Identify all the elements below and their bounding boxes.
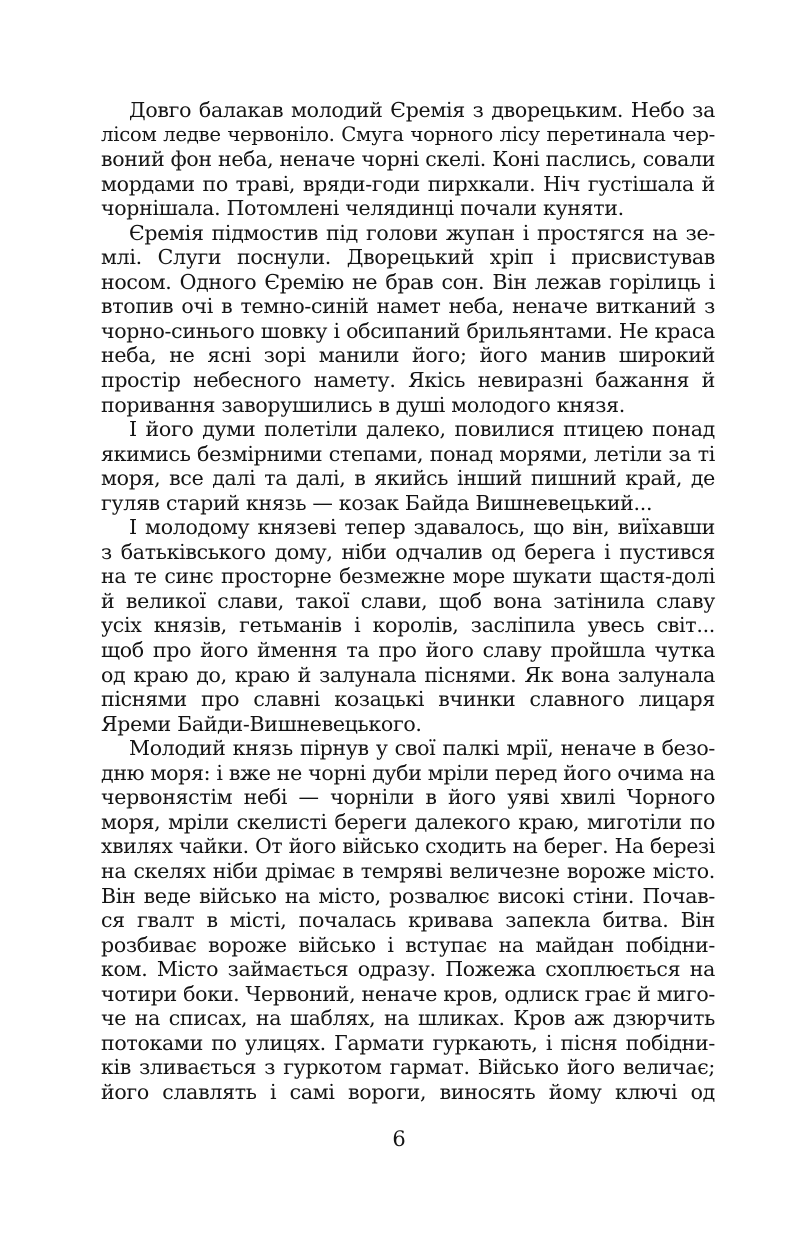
page-number: 6 bbox=[392, 1127, 406, 1151]
text-line: І молодому князеві тепер здавалось, що він, виїхавши bbox=[129, 515, 715, 540]
paragraph-5 bbox=[101, 736, 715, 1104]
text-line: од краю до, краю й залунала піснями. Як вона залунала bbox=[101, 662, 715, 687]
text-line: щоб про його ймення та про його славу пройшла чутка bbox=[101, 638, 715, 663]
text-line: моря, все далі та далі, в якийсь інший пишний край, де bbox=[101, 466, 715, 491]
paragraph-3 bbox=[101, 417, 715, 515]
text-line: чорнішала. Потомлені челядинці почали куняти. bbox=[101, 196, 624, 221]
text-line: Молодий князь пірнув у свої палкі мрії, неначе в безо- bbox=[129, 736, 715, 761]
text-line: Яреми Байди-Вишневецького. bbox=[101, 711, 422, 736]
text-line: на скелях ніби дрімає в темряві величезне вороже місто. bbox=[101, 858, 715, 883]
text-line: млі. Слуги поснули. Дворецький хріп і присвистував bbox=[101, 245, 715, 270]
text-line: дню моря: і вже не чорні дуби мріли перед його очима на bbox=[101, 760, 716, 785]
text-line: лісом ледве червоніло. Смуга чорного лісу перетинала чер- bbox=[101, 122, 715, 146]
text-line: втопив очі в темно-синій намет неба, неначе витканий з bbox=[101, 294, 715, 319]
text-line: поривання заворушились в душі молодого князя. bbox=[101, 392, 625, 417]
text-line: І його думи полетіли далеко, повилися птицею понад bbox=[129, 417, 715, 442]
paragraph-1 bbox=[101, 98, 715, 221]
paragraph-4 bbox=[101, 515, 715, 736]
text-line: ся гвалт в місті, почалась кривава запекла битва. Він bbox=[101, 908, 715, 933]
text-line: гуляв старий князь — козак Байда Вишневецький... bbox=[101, 490, 653, 515]
text-line: його славлять і самі вороги, виносять йому ключі од bbox=[101, 1079, 715, 1104]
text-line: моря, мріли скелисті береги далекого краю, миготіли по bbox=[101, 809, 715, 834]
text-line: носом. Одного Єремію не брав сон. Він лежав горілиць і bbox=[101, 269, 715, 294]
text-line: потоками по улицях. Гармати гуркають, і пісня побідни- bbox=[101, 1030, 715, 1055]
text-line: червонястім небі — чорніли в його уяві хвилі Чорного bbox=[101, 785, 715, 810]
text-line: мордами по траві, вряди-годи пирхкали. Ніч густішала й bbox=[101, 171, 715, 196]
text-line: якимись безмірними степами, понад морями, летіли за ті bbox=[101, 441, 715, 466]
text-line: ків зливається з гуркотом гармат. Військо його величає; bbox=[101, 1055, 715, 1080]
text-line: піснями про славні козацькі вчинки славного лицаря bbox=[101, 687, 715, 712]
paragraph-2 bbox=[101, 221, 715, 417]
text-line: усіх князів, гетьманів і королів, засліпила увесь світ... bbox=[101, 613, 715, 638]
text-line: хвилях чайки. От його військо сходить на берег. На березі bbox=[101, 834, 715, 859]
text-line: воний фон неба, неначе чорні скелі. Коні паслись, совали bbox=[101, 147, 716, 172]
text-line: Довго балакав молодий Єремія з дворецьким. Небо за bbox=[129, 98, 715, 122]
text-line: че на списах, на шаблях, на шликах. Кров аж дзюрчить bbox=[101, 1006, 715, 1031]
text-line: Він веде військо на місто, розвалює високі стіни. Почав- bbox=[101, 883, 715, 908]
text-line: Єремія підмостив під голови жупан і простягся на зе- bbox=[129, 220, 715, 245]
text-line: розбиває вороже військо і вступає на майдан побідни- bbox=[101, 932, 715, 957]
book-page-text bbox=[101, 98, 715, 1104]
text-line: чорно-синього шовку і обсипаний брильянтами. Не краса bbox=[101, 318, 715, 343]
text-line: простір небесного намету. Якісь невиразні бажання й bbox=[101, 368, 715, 393]
text-line: й великої слави, такої слави, щоб вона затінила славу bbox=[101, 588, 715, 613]
text-line: ком. Місто займається одразу. Пожежа схоплюється на bbox=[101, 957, 715, 982]
text-line: неба, не ясні зорі манили його; його манив широкий bbox=[101, 343, 715, 368]
text-line: чотири боки. Червоний, неначе кров, одлиск грає й миго- bbox=[101, 981, 715, 1006]
text-line: на те синє просторне безмежне море шукати щастя-долі bbox=[101, 564, 715, 589]
text-line: з батьківського дому, ніби одчалив од берега і пустився bbox=[101, 539, 715, 564]
